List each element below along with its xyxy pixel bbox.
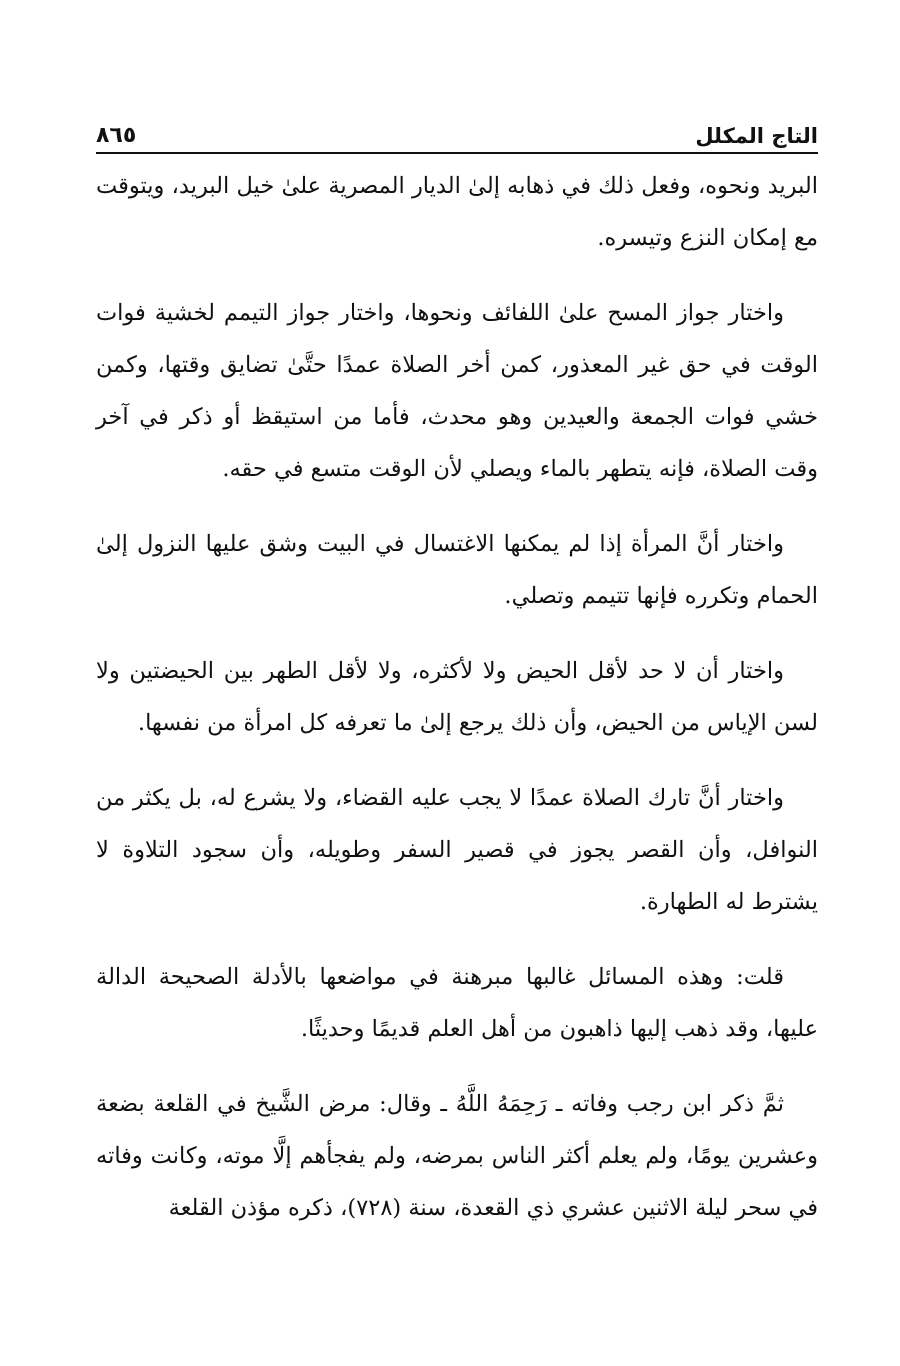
body-text [96, 160, 818, 1234]
page-number: ٨٦٥ [96, 123, 137, 148]
running-header [96, 108, 818, 148]
book-title: التاج المكلل [695, 124, 818, 148]
paragraph-masah-tayammum: واختار جواز المسح علىٰ اللفائف ونحوها، واختار جواز التيمم لخشية فوات الوقت في حق غير المعذور، كمن أخر الصلاة عمدًا حتَّىٰ تضايق وقتها، وكمن خشي فوات الجمعة والعيدين وهو محدث، فأما من استيقظ أو ذكر في آخر وقت الصلاة، فإنه يتطهر بالماء ويصلي لأن الوقت متسع في حقه. [96, 300, 818, 482]
paragraph-continuation: البريد ونحوه، وفعل ذلك في ذهابه إلىٰ الديار المصرية علىٰ خيل البريد، ويتوقت مع إمكان النزع وتيسره. [96, 173, 818, 251]
paragraph-woman-tayammum: واختار أنَّ المرأة إذا لم يمكنها الاغتسال في البيت وشق عليها النزول إلىٰ الحمام وتكرره فإنها تتيمم وتصلي. [96, 531, 818, 609]
header-divider [96, 152, 818, 154]
paragraph-death-account: ثمَّ ذكر ابن رجب وفاته ـ رَحِمَهُ اللَّهُ ـ وقال: مرض الشَّيخ في القلعة بضعة وعشرين يومًا، ولم يعلم أكثر الناس بمرضه، ولم يفجأهم إلَّا موته، وكانت وفاته في سحر ليلة الاثنين عشري ذي القعدة، سنة (٧٢٨)، ذكره مؤذن القلعة [96, 1091, 818, 1221]
paragraph-salah-qada: واختار أنَّ تارك الصلاة عمدًا لا يجب عليه القضاء، ولا يشرع له، بل يكثر من النوافل، وأن القصر يجوز في قصير السفر وطويله، وأن سجود التلاوة لا يشترط له الطهارة. [96, 785, 818, 915]
paragraph-author-note: قلت: وهذه المسائل غالبها مبرهنة في مواضعها بالأدلة الصحيحة الدالة عليها، وقد ذهب إليها ذاهبون من أهل العلم قديمًا وحديثًا. [96, 964, 818, 1042]
paragraph-hayd: واختار أن لا حد لأقل الحيض ولا لأكثره، ولا لأقل الطهر بين الحيضتين ولا لسن الإياس من الحيض، وأن ذلك يرجع إلىٰ ما تعرفه كل امرأة من نفسها. [96, 658, 818, 736]
